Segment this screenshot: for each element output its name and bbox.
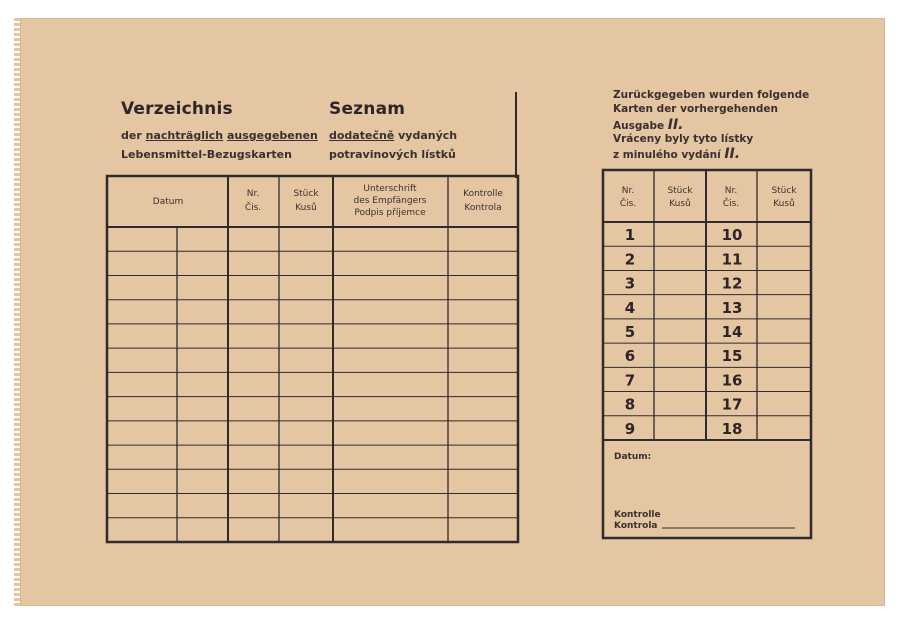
kontrolle-label-line2: Kontrola <box>614 521 658 531</box>
returned-line3-text: Ausgabe <box>613 120 665 132</box>
number-right-column: 13 <box>721 298 743 317</box>
returned-line1: Zurückgegeben wurden folgende <box>613 89 810 101</box>
returned-line5-text: z minulého vydání <box>613 149 721 161</box>
col-stueck-line2: Kusů <box>295 203 317 213</box>
returned-line2: Karten der vorhergehenden <box>613 103 778 115</box>
right-col-nr2-line2: Čis. <box>722 199 740 209</box>
title-german: Verzeichnis <box>121 99 233 119</box>
issue-number-german: II. <box>667 117 684 133</box>
number-right-column: 16 <box>721 371 743 390</box>
col-stueck-line1: Stück <box>293 189 319 199</box>
number-right-column: 17 <box>721 395 743 414</box>
number-right-column: 18 <box>721 419 743 438</box>
right-col-stueck2-line2: Kusů <box>773 199 795 209</box>
right-table-numbers <box>625 226 743 438</box>
number-left-column: 7 <box>624 371 636 390</box>
col-nr-line1: Nr. <box>246 189 260 199</box>
col-datum: Datum <box>152 197 184 207</box>
col-sign-line2: des Empfängers <box>353 196 427 206</box>
issue-number-czech: II. <box>724 146 741 162</box>
subtitle-word: vydaných <box>398 129 458 142</box>
subtitle-word-underlined: nachträglich <box>145 129 224 142</box>
right-col-nr-line2: Čis. <box>619 199 637 209</box>
title-czech: Seznam <box>329 99 406 119</box>
left-table-border <box>107 176 518 542</box>
number-right-column: 15 <box>721 347 743 366</box>
left-table-rows <box>107 251 518 518</box>
returned-line4: Vráceny byly tyto lístky <box>613 133 754 145</box>
right-col-nr2-line1: Nr. <box>724 186 738 196</box>
col-sign-line3: Podpis příjemce <box>354 208 426 218</box>
datum-label: Datum: <box>614 452 652 462</box>
subtitle-word-underlined: dodatečně <box>329 129 395 142</box>
kontrolle-label-line1: Kontrolle <box>614 510 661 520</box>
right-col-stueck-line2: Kusů <box>669 199 691 209</box>
right-col-stueck-line1: Stück <box>667 186 693 196</box>
number-left-column: 3 <box>624 274 636 293</box>
number-right-column: 10 <box>721 226 743 245</box>
number-left-column: 5 <box>624 323 636 341</box>
number-left-column: 8 <box>624 395 636 414</box>
number-left-column: 6 <box>624 347 636 366</box>
subtitle-word-underlined: ausgegebenen <box>226 129 318 142</box>
subtitle-german-line2: Lebensmittel-Bezugskarten <box>121 148 292 161</box>
col-sign-line1: Unterschrift <box>363 184 417 194</box>
number-left-column: 2 <box>624 250 636 269</box>
right-col-stueck2-line1: Stück <box>771 186 797 196</box>
number-left-column: 4 <box>624 298 636 317</box>
subtitle-czech-line2: potravinových lístků <box>329 148 456 161</box>
number-left-column: 1 <box>624 226 636 245</box>
subtitle-word: der <box>121 129 142 142</box>
number-right-column: 12 <box>721 274 743 293</box>
col-nr-line2: Čis. <box>244 203 262 213</box>
number-right-column: 11 <box>721 250 743 269</box>
number-right-column: 14 <box>721 323 743 341</box>
number-left-column: 9 <box>624 419 636 438</box>
col-kontrolle-line1: Kontrolle <box>463 189 503 199</box>
col-kontrolle-line2: Kontrola <box>464 203 502 213</box>
right-col-nr-line1: Nr. <box>621 186 635 196</box>
